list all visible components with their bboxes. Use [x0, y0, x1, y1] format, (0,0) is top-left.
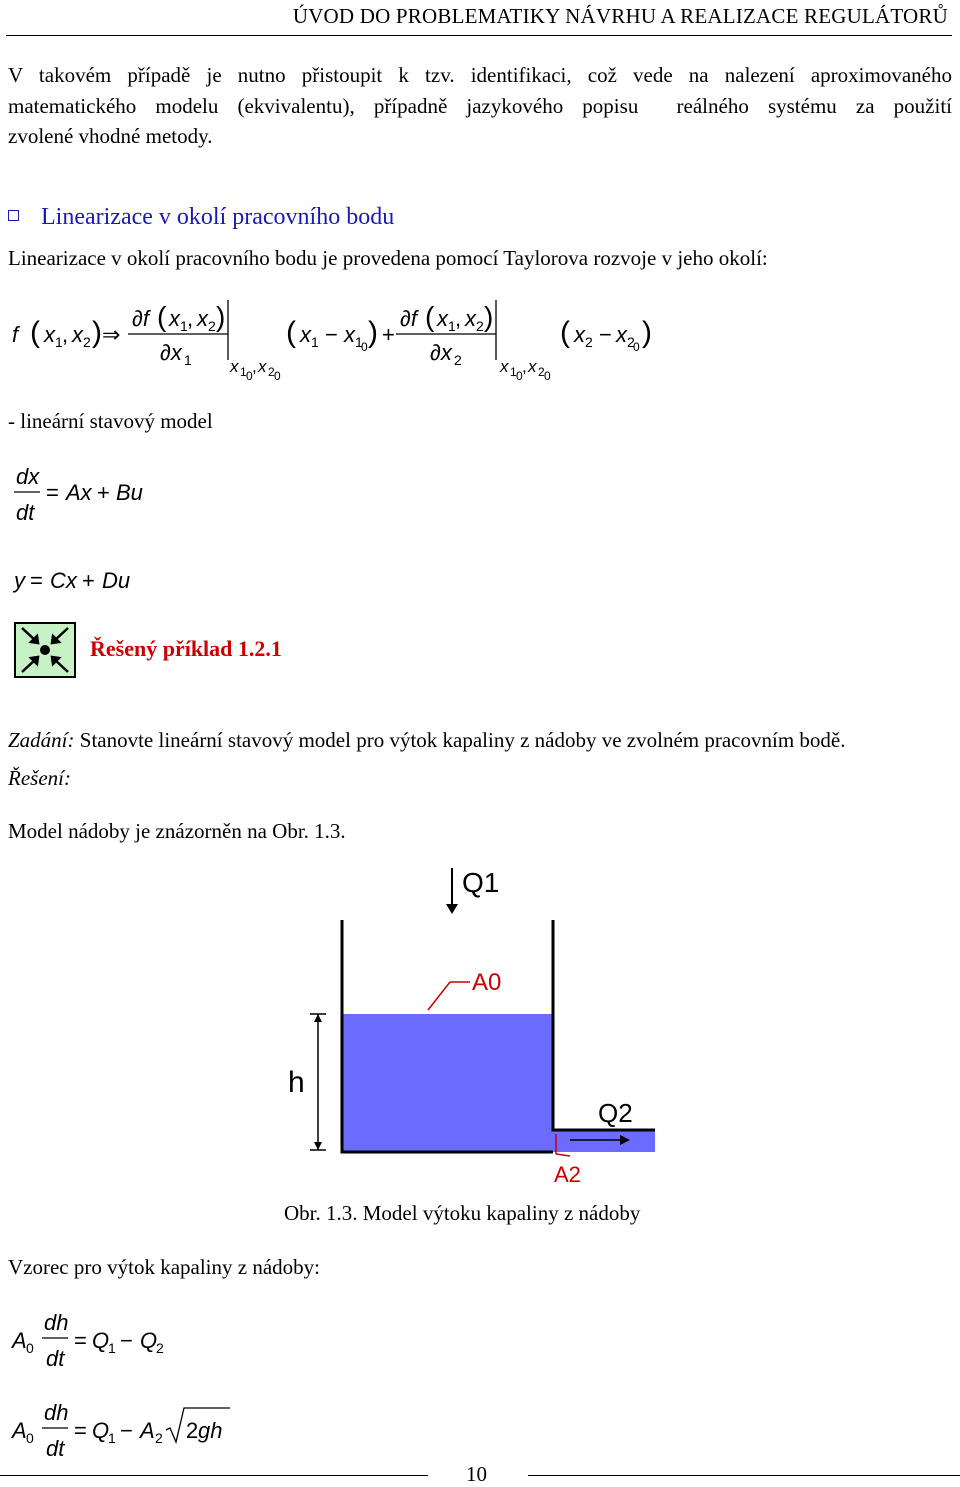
svg-text:Cx: Cx [50, 568, 77, 593]
svg-text:1: 1 [355, 334, 363, 350]
liquid-body [342, 1014, 553, 1152]
solution-label: Řešení: [8, 766, 71, 790]
svg-text:,: , [252, 357, 257, 376]
svg-text:x: x [574, 322, 585, 347]
svg-text:⇒: ⇒ [102, 322, 121, 347]
svg-text:0: 0 [361, 340, 368, 354]
svg-text:): ) [642, 316, 652, 349]
svg-text:): ) [92, 316, 102, 349]
state-equation-2 [0, 562, 200, 598]
task-text: Stanovte lineární stavový model pro výtok kapaliny z nádoby ve zvolném pracovním bodě. [74, 728, 846, 752]
svg-text:x: x [300, 322, 311, 347]
solution-label-line [8, 763, 952, 794]
svg-text:+: + [382, 322, 395, 347]
svg-text:0: 0 [633, 340, 640, 354]
svg-text:dt: dt [16, 500, 35, 525]
svg-text:2: 2 [627, 334, 635, 350]
state-equation-1 [0, 460, 200, 530]
intro-line-2: matematického modelu (ekvivalentu), případně jazykového popisu reálného systému za použití [8, 93, 952, 118]
outflow-equation-2 [0, 1398, 260, 1464]
outflow-liquid [553, 1130, 655, 1152]
svg-text:x: x [72, 322, 83, 347]
svg-text:x: x [616, 322, 627, 347]
outflow-equation-1 [0, 1308, 260, 1374]
model-text: Model nádoby je znázorněn na Obr. 1.3. [8, 819, 346, 843]
svg-text:(: ( [30, 316, 40, 349]
svg-text:): ) [216, 301, 226, 332]
svg-text:): ) [368, 316, 378, 349]
page-header-title: ÚVOD DO PROBLEMATIKY NÁVRHU A REALIZACE REGULÁTORŮ [292, 4, 948, 28]
svg-text:dh: dh [44, 1310, 69, 1335]
solved-example-icon [14, 622, 76, 678]
svg-text:∂x: ∂x [160, 340, 182, 365]
svg-text:2: 2 [585, 334, 593, 350]
svg-text:x: x [169, 306, 180, 331]
svg-text:0: 0 [274, 369, 281, 383]
svg-text:x: x [344, 322, 355, 347]
svg-text:A: A [140, 1418, 155, 1443]
svg-text:(: ( [286, 316, 296, 349]
footer-divider-left [0, 1475, 428, 1476]
section-text: Linearizace v okolí pracovního bodu je provedena pomocí Taylorova rozvoje v jeho okolí: [8, 246, 768, 270]
q1-label: Q1 [462, 867, 500, 898]
svg-text:Ax: Ax [66, 480, 92, 505]
svg-text:x: x [197, 306, 208, 331]
svg-text:): ) [484, 301, 494, 332]
example-title: Řešený příklad 1.2.1 [90, 636, 282, 661]
svg-text:=: = [74, 1418, 87, 1443]
tank-figure [280, 860, 680, 1190]
page-number: 10 [466, 1462, 487, 1486]
svg-text:,: , [522, 357, 527, 376]
task-label: Zadání: [8, 728, 75, 752]
svg-text:2: 2 [83, 334, 91, 350]
svg-text:A: A [12, 1418, 27, 1443]
task-line [8, 725, 952, 756]
svg-text:=: = [30, 568, 43, 593]
svg-text:gh: gh [198, 1418, 223, 1443]
intro-line-1: V takovém případě je nutno přistoupit k tzv. identifikaci, což vede na nalezení aproximovaného [8, 63, 952, 87]
svg-text:1: 1 [510, 365, 517, 379]
svg-text:x: x [258, 357, 267, 376]
svg-text:2: 2 [156, 1340, 164, 1356]
intro-line-3: zvolené vhodné metody. [8, 124, 213, 148]
svg-text:2: 2 [208, 318, 216, 334]
svg-text:1: 1 [448, 318, 456, 334]
svg-text:1: 1 [55, 334, 63, 350]
svg-text:Q: Q [140, 1328, 158, 1353]
svg-text:Bu: Bu [116, 480, 143, 505]
svg-text:1: 1 [184, 352, 192, 368]
svg-text:2: 2 [186, 1418, 199, 1443]
svg-text:(: ( [157, 301, 167, 332]
section-heading [8, 204, 394, 231]
svg-text:0: 0 [516, 369, 523, 383]
svg-text:dx: dx [16, 464, 40, 489]
svg-text:dt: dt [46, 1436, 65, 1461]
h-label: h [288, 1066, 305, 1099]
svg-text:2: 2 [454, 352, 462, 368]
svg-text:Q: Q [92, 1418, 110, 1443]
svg-text:dt: dt [46, 1346, 65, 1371]
a0-label: A0 [472, 969, 502, 996]
svg-text:−: − [325, 322, 338, 347]
svg-text:1: 1 [240, 365, 247, 379]
figure-caption: Obr. 1.3. Model výtoku kapaliny z nádoby [284, 1201, 641, 1225]
svg-text:0: 0 [26, 1340, 34, 1356]
svg-text:x: x [528, 357, 537, 376]
svg-text:1: 1 [180, 318, 188, 334]
svg-text:−: − [120, 1418, 133, 1443]
svg-text:2: 2 [476, 318, 484, 334]
svg-text:,: , [62, 322, 69, 347]
intro-paragraph [8, 60, 952, 152]
svg-text:−: − [120, 1328, 133, 1353]
state-model-label: - lineární stavový model [8, 409, 213, 433]
section-heading-text: Linearizace v okolí pracovního bodu [41, 204, 395, 230]
svg-text:−: − [599, 322, 612, 347]
a2-label: A2 [554, 1162, 581, 1187]
svg-text:x: x [465, 306, 476, 331]
svg-text:+: + [82, 568, 95, 593]
svg-text:dh: dh [44, 1400, 69, 1425]
footer-divider-right [528, 1475, 960, 1476]
svg-text:+: + [97, 480, 110, 505]
svg-text:x: x [437, 306, 448, 331]
svg-text:=: = [46, 480, 59, 505]
q2-label: Q2 [598, 1098, 633, 1128]
taylor-formula [0, 292, 700, 384]
svg-text:(: ( [425, 301, 435, 332]
svg-text:∂f: ∂f [400, 306, 417, 331]
svg-text:∂x: ∂x [430, 340, 452, 365]
svg-text:A: A [12, 1328, 27, 1353]
svg-text:x: x [500, 357, 509, 376]
svg-text:x: x [44, 322, 55, 347]
svg-text:1: 1 [108, 1340, 116, 1356]
svg-text:2: 2 [155, 1430, 163, 1446]
svg-text:Q: Q [92, 1328, 110, 1353]
svg-text:2: 2 [538, 365, 545, 379]
svg-text:(: ( [560, 316, 570, 349]
checkbox-bullet-icon [8, 210, 19, 221]
header-divider [6, 35, 952, 36]
svg-text:,: , [455, 306, 462, 331]
svg-text:=: = [74, 1328, 87, 1353]
outflow-label: Vzorec pro výtok kapaliny z nádoby: [8, 1255, 320, 1279]
svg-text:,: , [187, 306, 194, 331]
svg-text:Du: Du [102, 568, 131, 593]
svg-text:0: 0 [26, 1430, 34, 1446]
svg-text:∂f: ∂f [132, 306, 149, 331]
svg-text:1: 1 [311, 334, 319, 350]
svg-text:0: 0 [544, 369, 551, 383]
svg-text:y: y [14, 568, 25, 593]
svg-text:0: 0 [246, 369, 253, 383]
svg-text:1: 1 [108, 1430, 116, 1446]
svg-text:2: 2 [268, 365, 275, 379]
svg-text:x: x [230, 357, 239, 376]
svg-text:f: f [12, 322, 19, 347]
